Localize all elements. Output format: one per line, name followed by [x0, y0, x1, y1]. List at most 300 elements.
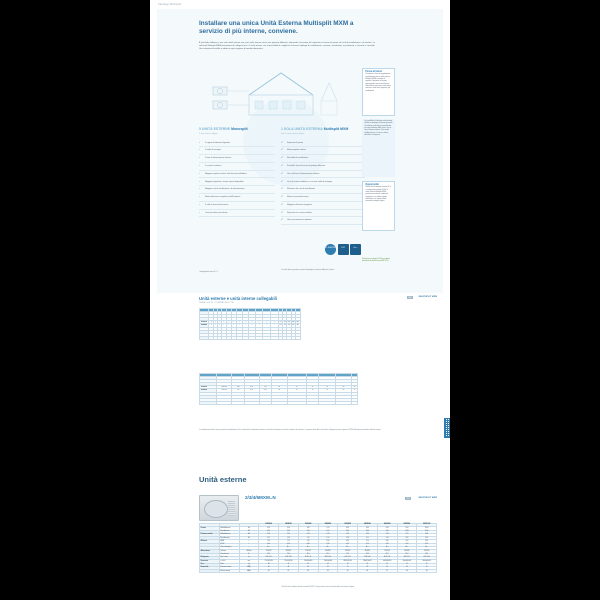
check-icon: ✔ [281, 171, 284, 175]
table-cell-label: 2MXM40N [200, 376, 217, 379]
table-cell: 1,50 [232, 383, 245, 386]
table-header-cell: ATTACCHI LIQUIDO mm [245, 374, 259, 376]
table-cell: • [226, 324, 231, 327]
table-cell: 4,30 [318, 543, 338, 546]
info-box-body: Prevedere in fase di progettazione l'installazione di una unità esterna Multisplit MXM consente di ampliare l'impianto nel tempo, aggiungendo nuove unità interne senza dover intervenire sulle opere murarie e sulle linee frigorifere già predisposte. [365, 74, 391, 92]
table-cell: 76 [351, 401, 357, 404]
dash-icon: › [199, 187, 200, 191]
table-cell: 64 [318, 570, 338, 573]
section2-code: MULTISPLIT MXM [418, 296, 437, 298]
table-cell: • [231, 321, 236, 324]
table-cell: 790x596x300 [298, 560, 318, 563]
table-cell: 1,10 [232, 376, 245, 379]
table-cell: A++ [417, 547, 437, 550]
section3-code-tag: FIG [406, 497, 410, 500]
table-cell: 52 [319, 392, 336, 395]
table-cell: 9,52 [244, 398, 259, 401]
table-cell: 67 [336, 395, 352, 398]
table-cell: 3,40 [287, 327, 291, 329]
table-cell: — [263, 330, 270, 333]
dash-icon: › [199, 156, 200, 160]
table-cell-label: Raffreddamento [219, 527, 239, 530]
table-cell-label: 3MXM40N [200, 383, 217, 386]
table-cell: 3,45 [287, 324, 291, 326]
table-row [200, 570, 437, 573]
table-cell: • [249, 330, 256, 333]
hero-subtitle: È possibile abbinare a una sola unità esterna una o più unità interne anche con potenze differenti, ottenendo il massimo del risparmio in termini di spazio, di costi di installazione e di estetica. Le soluzioni Multisplit MXM permettono di collegare fino a 5 unità interne con la possibilità di scegliere tra diverse tipologie di installazione: a parete, canalizzate, a pavimento, a cassetta e consolle. Una soluzione flessibile e adatta a ogni esigenza di comfort domestico. [199, 42, 375, 51]
table-cell: 230/1/50 [216, 395, 231, 398]
table-cell: — [243, 324, 249, 327]
table-cell: • [215, 330, 216, 332]
table-cell: • [256, 330, 263, 333]
table-cell: 63 [298, 570, 318, 573]
table-cell-label: 5MXM90N [200, 334, 207, 336]
table-cell: • [231, 333, 236, 336]
table-cell-label: 3MXM40N [200, 318, 207, 320]
table-header-cell: kW [279, 309, 282, 311]
table-cell: 15 [306, 395, 319, 398]
table-cell-unit: kW [239, 537, 259, 540]
table-cell: • [221, 330, 226, 333]
table-cell: 10,00 [417, 527, 437, 530]
table-cell: 55 [319, 401, 336, 404]
table-cell: 1,60 [232, 386, 245, 389]
table-cell: — [237, 315, 243, 318]
table-cell: 6,8 [279, 327, 282, 329]
table-cell: 20 [287, 380, 306, 383]
table-cell: 40 [351, 383, 357, 386]
table-header-cell: 9+9 [214, 309, 217, 311]
outdoor-units-section [157, 447, 443, 600]
table-cell: 55 [417, 566, 437, 569]
table-cell-unit: kW [239, 530, 259, 533]
table-cell-label: 5MXM100N [200, 401, 217, 404]
table-cell: 5,00 [279, 527, 299, 530]
check-icon: ✔ [281, 195, 284, 199]
table-cell: 52 [358, 566, 378, 569]
table-cell: 230/1/50 [417, 550, 437, 553]
table-cell: 883x679x310 [338, 560, 358, 563]
table-cell: — [270, 311, 278, 314]
table-cell: 3,85 [291, 324, 295, 326]
table-cell: — [243, 315, 249, 318]
table-cell: 66 [358, 570, 378, 573]
section3-code: MULTISPLIT MXM [418, 497, 437, 499]
table-cell-label: 2MXM50N [200, 380, 217, 383]
table-cell: 15 [306, 383, 319, 386]
table-cell: 68 [336, 398, 352, 401]
table-cell: 68 [397, 570, 417, 573]
qr-code[interactable] [444, 418, 450, 438]
column-multisplit [281, 127, 365, 225]
table-cell-label: 4MXM80N [200, 330, 207, 332]
table-cell: 15 [306, 376, 319, 379]
info-box-body: Grazie alla tecnologia inverter DC e ai refrigeranti ecologici R-32, le unità esterne Multisplit MXM garantiscono elevati rendimenti stagionali e un ridotto impatto ambientale, nel rispetto delle normative europee vigenti. [365, 187, 392, 203]
table-cell: — [270, 318, 278, 321]
table-header-cell: ATTACCHI GAS mm [259, 374, 271, 376]
table-cell-unit: kg [239, 556, 259, 559]
table-cell: 26,0 [417, 553, 437, 556]
table-cell-group: Alimentazione [200, 550, 220, 553]
table-header-cell: 3MXM52N [318, 524, 338, 527]
table-cell: 10,80 [397, 530, 417, 533]
table-cell: • [243, 336, 249, 339]
table-cell: 8,0 [283, 324, 286, 326]
table-cell: 69 [336, 401, 352, 404]
dash-icon: › [199, 179, 200, 183]
table-cell: 4,50 [279, 543, 299, 546]
table-cell: 5,2 [279, 321, 282, 323]
table-cell: 62 [336, 380, 352, 383]
table-cell: 6,0 [283, 321, 286, 323]
table-cell-unit: dB(A) [239, 566, 259, 569]
table-cell: 60 [259, 570, 279, 573]
page-header-brand: Catalogo Multisplit [158, 3, 182, 6]
check-icon: ✔ [281, 187, 284, 191]
table-cell: 3,90 [291, 321, 295, 323]
table-header-cell: 9+9+9+9+12 [271, 309, 278, 311]
table-cell: 12,00 [417, 530, 437, 533]
table-cell: 3,08 [417, 533, 437, 536]
table-cell: 4,10 [358, 543, 378, 546]
table-cell: 46 [319, 376, 336, 379]
table-cell: 4,40 [298, 530, 318, 533]
table-cell: 230/1/50 [216, 376, 231, 379]
table-cell: 6,70 [358, 540, 378, 543]
table-header-cell: 9+9+9+9+9 [263, 309, 270, 311]
table-cell: 3,60 [287, 315, 291, 317]
table-cell: 230/1/50 [216, 392, 231, 395]
table-cell: 1,40 [279, 537, 299, 540]
table-cell: 5 [208, 333, 213, 336]
info-box-title: Opportunità [365, 184, 379, 186]
table-cell: 1,13 [298, 533, 318, 536]
table-cell: 3,55 [287, 318, 291, 320]
model-name: 2/3/4/5MXM..N [245, 495, 276, 500]
table-cell: — [231, 311, 236, 314]
table-cell: • [219, 324, 220, 326]
badge-energy-class: A+++ [350, 244, 361, 255]
table-cell: 230/1/50 [259, 550, 279, 553]
table-cell: 53 [377, 566, 397, 569]
table-cell: 6,35 [244, 395, 259, 398]
table-cell: 10,8 [283, 334, 287, 336]
table-cell: — [263, 324, 270, 327]
table-header-cell: 9+9+12 [231, 309, 236, 311]
dash-icon: › [199, 148, 200, 152]
table-cell: 25 [287, 389, 306, 392]
table-cell: 940x830x320 [377, 560, 397, 563]
table-cell: 50 [319, 386, 336, 389]
table-cell: R-32 1,10 [259, 556, 279, 559]
table-cell: • [215, 337, 216, 339]
table-cell: 34 [351, 376, 357, 379]
list-item: ✔ Unica manutenzione ordinaria [281, 217, 365, 225]
table-cell: 30 [271, 376, 287, 379]
list-item: › Consumi elettrici più elevati [199, 210, 275, 218]
table-cell: 56 [351, 392, 357, 395]
table-cell: • [237, 333, 243, 336]
table-cell: 990x940x320 [397, 560, 417, 563]
table-cell: 3,25 [287, 337, 291, 339]
table-cell: 6,35 [244, 389, 259, 392]
table-cell: — [227, 312, 230, 314]
list-item: › 5 linee di alimentazione elettrica [199, 155, 275, 163]
table-cell: • [226, 321, 231, 324]
table-cell-unit: kW [239, 533, 259, 536]
column-monosplit-list [199, 140, 275, 218]
table1-wrapper [199, 308, 437, 340]
table-cell: • [215, 312, 216, 314]
table-cell: 56 [358, 563, 378, 566]
table-cell-unit: A [239, 553, 259, 556]
table-cell: — [249, 315, 256, 318]
table-cell: 95 [271, 398, 287, 401]
table-cell: 1,11 [298, 537, 318, 540]
table-cell: 21,0 [377, 553, 397, 556]
table-cell: 7,00 [298, 540, 318, 543]
table-cell: 7,20 [279, 540, 299, 543]
table-header-cell: POTENZA SONORA dB(A) [336, 374, 351, 376]
table-cell: R-32 1,30 [279, 556, 299, 559]
table-cell: — [231, 318, 236, 321]
table-cell: 2 [208, 311, 213, 314]
dash-icon: › [199, 195, 200, 199]
table-cell: — [270, 327, 278, 330]
badge-dc-inverter: DC INVERTER [325, 244, 336, 255]
table-cell-label: 4MXM68N [200, 392, 217, 395]
table-header-cell: 5MXM90N [397, 524, 417, 527]
table-cell: 770x553x290 [259, 560, 279, 563]
table-cell-label: Netto [219, 563, 239, 566]
table-cell: 62 [377, 563, 397, 566]
table-cell: 6,35 [244, 380, 259, 383]
table-cell: 2,00 [232, 392, 245, 395]
fan-icon [204, 500, 228, 518]
table-cell: R-32 1,60 [318, 556, 338, 559]
list-item: ✔ Risparmio sui consumi elettrici [281, 210, 365, 218]
table-cell-label: Tensione [219, 550, 239, 553]
table-cell: 790x596x300 [318, 560, 338, 563]
table-cell-group: Refrigerante [200, 556, 220, 559]
table-cell: • [263, 333, 270, 336]
table-cell-group [200, 570, 220, 573]
table-cell: 2,90 [232, 401, 245, 404]
table-cell: • [237, 330, 243, 333]
table-cell: 1,49 [318, 533, 338, 536]
table-cell: — [256, 318, 263, 321]
table-cell: R-32 2,00 [358, 556, 378, 559]
table-cell: — [227, 315, 230, 317]
table-cell: 883x679x310 [358, 560, 378, 563]
table-cell: • [226, 318, 231, 321]
table-cell: — [243, 321, 249, 324]
table-cell: • [219, 315, 220, 317]
table-cell: — [243, 318, 249, 321]
table-cell: • [231, 324, 236, 327]
table-cell: • [221, 321, 226, 324]
table-cell: 1,30 [232, 380, 245, 383]
table-cell: 9,52 [259, 386, 271, 389]
column-monosplit-title: 5 UNITÀ ESTERNE Monosplit [199, 127, 248, 131]
table-cell: 6,35 [244, 376, 259, 379]
table-cell: 4,40 [298, 543, 318, 546]
table-cell: 20 [287, 376, 306, 379]
list-item: › Minore efficienza complessiva dell'impianto [199, 194, 275, 202]
table-cell: 15 [306, 389, 319, 392]
table-cell: 990x940x320 [417, 560, 437, 563]
table-cell: 69 [417, 570, 437, 573]
table-header-cell: CARICA REFRIG. kg [232, 374, 244, 376]
table-cell: 230/1/50 [216, 386, 231, 389]
table-cell: 3,65 [291, 337, 295, 339]
table-cell: A++ [296, 337, 300, 339]
table-cell-label: Pressione sonora [219, 566, 239, 569]
list-item: ✔ Un solo scarico condensa e una sola staffa di sostegno [281, 178, 365, 186]
table-cell: 5,0 [279, 315, 282, 317]
table-cell: 2,08 [338, 537, 358, 540]
table-cell: 67 [377, 570, 397, 573]
table-cell: • [249, 327, 256, 330]
table-cell: • [256, 327, 263, 330]
table-cell-unit: mm [239, 560, 259, 563]
table-cell: R-32 1,50 [298, 556, 318, 559]
table3-wrapper [199, 523, 437, 573]
table-cell: — [249, 321, 256, 324]
table-cell: 5,60 [279, 530, 299, 533]
table-cell: • [219, 337, 220, 339]
table-cell: 6,80 [338, 527, 358, 530]
table-header-cell: 12+12 [222, 309, 226, 311]
table-cell: 3,95 [291, 318, 295, 320]
list-item: › 5 scarichi condensa [199, 163, 275, 171]
column-multisplit-subtitle: fino a 5 unità interne collegate [281, 132, 305, 135]
table-row [200, 336, 301, 339]
info-box-title: Pensa al futuro [365, 71, 383, 73]
list-item: › Maggiore ingombro e minore spazio disponibile [199, 178, 275, 186]
table-cell: 25 [287, 401, 306, 404]
table-cell-label: 5MXM90N [200, 398, 217, 401]
table-header-cell: Classe [296, 309, 300, 311]
dash-icon: › [199, 210, 200, 214]
table-cell: 4,05 [377, 543, 397, 546]
house-diagram [203, 61, 363, 123]
table-cell: 49 [298, 566, 318, 569]
table-cell: 6,00 [318, 530, 338, 533]
table-cell: • [243, 327, 249, 330]
table-cell: A++ [296, 321, 300, 323]
table-cell: A++ [377, 547, 397, 550]
table-cell: • [215, 318, 216, 320]
table-cell: 230/1/50 [318, 550, 338, 553]
table-header-cell: MODELLO [201, 309, 207, 311]
table-header-cell: 9+9+9+9 [243, 309, 248, 311]
table-cell: A++ [397, 547, 417, 550]
table-cell: 48 [279, 566, 299, 569]
table-cell: 52 [338, 563, 358, 566]
check-icon: ✔ [281, 210, 284, 214]
table-cell: 4,10 [291, 312, 295, 314]
table-cell-label: Riscaldamento [219, 537, 239, 540]
table-cell-label: 5MXM100N [200, 337, 208, 339]
table-cell: • [219, 334, 220, 336]
table-cell: 2,00 [358, 533, 378, 536]
table-cell: — [223, 312, 225, 314]
check-icon: ✔ [281, 148, 284, 152]
table-cell: 230/1/50 [216, 401, 231, 404]
table-cell: — [237, 311, 243, 314]
table-header-cell: ALIMENTAZIONE V/Ph/Hz [217, 374, 232, 376]
table-cell: 230/1/50 [216, 398, 231, 401]
table-header-cell: EER [287, 309, 291, 311]
table-cell: 65 [336, 389, 352, 392]
table-cell: 17,0 [338, 553, 358, 556]
table-cell: 2,73 [397, 533, 417, 536]
table-cell-label: Corrente max [219, 553, 239, 556]
table-cell: 63 [336, 383, 352, 386]
table-cell: 6,60 [377, 540, 397, 543]
table-cell: 1,07 [259, 537, 279, 540]
table-cell: • [215, 334, 216, 336]
column-multisplit-title: 1 SOLA UNITÀ ESTERNA Multisplit MXM [281, 127, 349, 131]
table-cell: — [270, 315, 278, 318]
table-cell: — [243, 311, 249, 314]
table-cell: 5 [208, 336, 213, 339]
table-header-cell: 3MXM68N [338, 524, 358, 527]
table-cell-label: 3MXM52N [200, 321, 207, 323]
table-cell: • [243, 330, 249, 333]
table-cell: — [237, 318, 243, 321]
table-cell: 25 [287, 398, 306, 401]
table-cell: 3,29 [417, 537, 437, 540]
table-cell-label: Classe energetica [219, 547, 239, 550]
table-cell: 4,0 [279, 312, 282, 314]
list-item: ✔ Possibilità di unità interne di tipologie differenti [281, 163, 365, 171]
table-cell: 1,54 [318, 537, 338, 540]
table-cell: 3,70 [287, 312, 291, 314]
table-cell: • [215, 327, 216, 329]
table-cell: 25 [287, 383, 306, 386]
hero-footnote-right: Le unità interne possono essere di tipologie e potenze differenti tra loro. [281, 269, 335, 271]
list-item: › 5 staffe di sostegno [199, 147, 275, 155]
table-cell: • [221, 336, 226, 339]
table-cell: 14,0 [318, 553, 338, 556]
table-cell: 34 [259, 563, 279, 566]
table-cell: A++ [296, 327, 300, 329]
table-cell-group: Efficienza [200, 540, 220, 543]
table-cell: 8,0 [283, 327, 286, 329]
green-note: Refrigerante ecologico R-32 con ridotto potenziale di effetto serra (GWP 675). [362, 259, 390, 263]
table-cell: 70 [271, 392, 287, 395]
table-cell: 42 [318, 563, 338, 566]
table-cell: 2,56 [377, 537, 397, 540]
table-cell: 49 [319, 383, 336, 386]
list-item: › Maggiori costi di installazione e di manutenzione [199, 186, 275, 194]
table-cell: 3,30 [287, 334, 291, 336]
table-cell: 4,20 [338, 543, 358, 546]
table-cell: • [249, 336, 256, 339]
table-cell: 230/1/50 [338, 550, 358, 553]
table-cell: 6,80 [358, 527, 378, 530]
table-cell: 4,00 [298, 527, 318, 530]
table-cell: — [263, 315, 270, 318]
compatibility-table [199, 308, 301, 340]
table-cell: • [226, 333, 231, 336]
table-cell: • [215, 321, 216, 323]
table-cell: 6,35 [244, 386, 259, 389]
table-header-cell: 9+9+12+12 [256, 309, 263, 311]
table-cell: 770x553x290 [279, 560, 299, 563]
